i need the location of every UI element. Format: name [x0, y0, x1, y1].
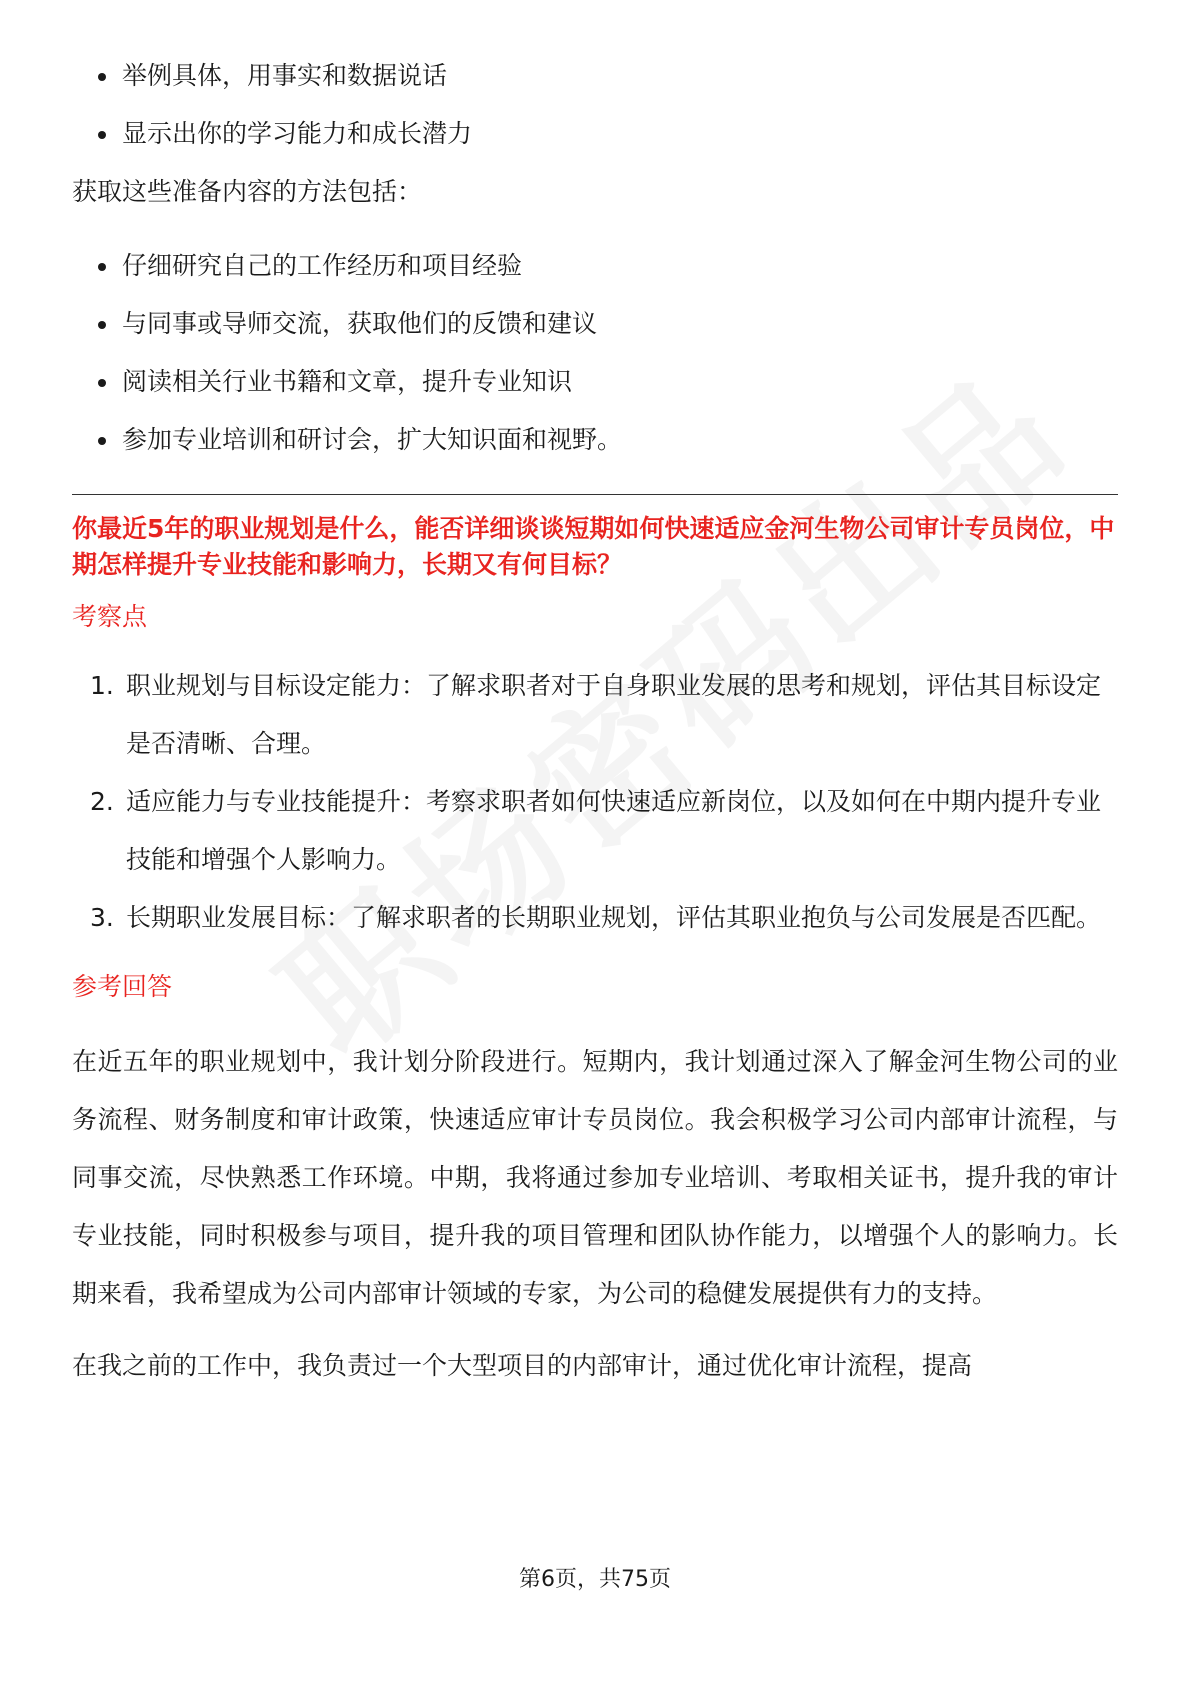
item-number: 3.	[90, 903, 114, 932]
methods-intro: 获取这些准备内容的方法包括：	[72, 177, 423, 206]
exam-points-list	[72, 657, 1118, 947]
item-number: 2.	[90, 787, 114, 816]
list-item: 举例具体，用事实和数据说话	[98, 58, 1118, 94]
page-number-footer: 第6页，共75页	[519, 1567, 671, 1592]
list-item: 阅读相关行业书籍和文章，提升专业知识	[98, 364, 1118, 400]
list-item: 与同事或导师交流，获取他们的反馈和建议	[98, 306, 1118, 342]
answer-paragraph: 在我之前的工作中，我负责过一个大型项目的内部审计，通过优化审计流程，提高	[72, 1351, 973, 1380]
item-number: 1.	[90, 671, 114, 700]
list-item	[90, 773, 1118, 889]
page-content	[72, 58, 1118, 1395]
list-item: 参加专业培训和研讨会，扩大知识面和视野。	[98, 422, 1118, 458]
tips-list	[72, 58, 1118, 152]
exam-points-heading: 考察点	[72, 602, 148, 631]
answer-paragraph: 在近五年的职业规划中，我计划分阶段进行。短期内，我计划通过深入了解金河生物公司的业务流程、财务制度和审计政策，快速适应审计专员岗位。我会积极学习公司内部审计流程，与同事交流，尽快熟悉工作环境。中期，我将通过参加专业培训、考取相关证书，提升我的审计专业技能，同时积极参与项目，提升我的项目管理和团队协作能力，以增强个人的影响力。长期来看，我希望成为公司内部审计领域的专家，为公司的稳健发展提供有力的支持。	[72, 1047, 1118, 1308]
list-item: 显示出你的学习能力和成长潜力	[98, 116, 1118, 152]
reference-answer-heading: 参考回答	[72, 972, 173, 1001]
section-divider	[72, 494, 1118, 495]
methods-list	[72, 248, 1118, 458]
item-text: 适应能力与专业技能提升：考察求职者如何快速适应新岗位，以及如何在中期内提升专业技能和增强个人影响力。	[126, 787, 1102, 874]
list-item	[90, 889, 1118, 947]
item-text: 职业规划与目标设定能力：了解求职者对于自身职业发展的思考和规划，评估其目标设定是否清晰、合理。	[126, 671, 1102, 758]
interview-question: 你最近5年的职业规划是什么，能否详细谈谈短期如何快速适应金河生物公司审计专员岗位，中期怎样提升专业技能和影响力，长期又有何目标？	[72, 514, 1115, 579]
list-item	[90, 657, 1118, 773]
list-item: 仔细研究自己的工作经历和项目经验	[98, 248, 1118, 284]
item-text: 长期职业发展目标：了解求职者的长期职业规划，评估其职业抱负与公司发展是否匹配。	[126, 903, 1102, 932]
